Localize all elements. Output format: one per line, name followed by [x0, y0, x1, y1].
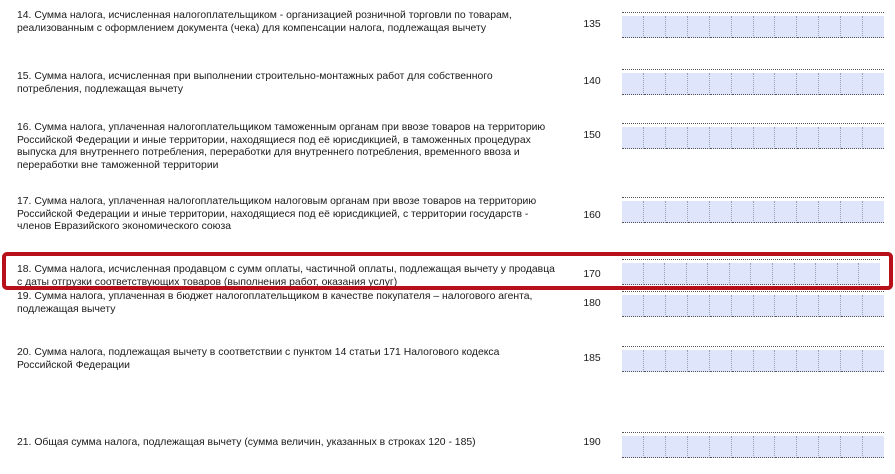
- digit-cell[interactable]: [732, 16, 754, 38]
- digit-cell[interactable]: [775, 73, 797, 95]
- digit-cell[interactable]: [819, 201, 841, 223]
- digit-cell[interactable]: [797, 73, 819, 95]
- digit-cell[interactable]: [797, 295, 819, 317]
- digit-cell[interactable]: [754, 201, 776, 223]
- digit-cell[interactable]: [622, 73, 644, 95]
- row-code: 150: [583, 130, 601, 141]
- row-code: 180: [583, 298, 601, 309]
- row-code: 185: [583, 353, 601, 364]
- digit-cell[interactable]: [732, 201, 754, 223]
- digit-cell[interactable]: [644, 127, 666, 149]
- digit-cell[interactable]: [644, 436, 666, 458]
- digit-cell[interactable]: [644, 295, 666, 317]
- digit-cell[interactable]: [622, 436, 644, 458]
- digit-cell[interactable]: [819, 436, 841, 458]
- highlight-frame: [2, 252, 893, 290]
- digit-cell[interactable]: [666, 73, 688, 95]
- row-code: 170: [583, 269, 601, 280]
- digit-cell[interactable]: [732, 73, 754, 95]
- digit-cell[interactable]: [775, 436, 797, 458]
- digit-cell[interactable]: [622, 201, 644, 223]
- digit-cell[interactable]: [841, 16, 863, 38]
- amount-field-140[interactable]: [622, 69, 884, 99]
- digit-cell[interactable]: [710, 201, 732, 223]
- digit-cell[interactable]: [841, 201, 863, 223]
- digit-cell[interactable]: [666, 295, 688, 317]
- row-label: 18. Сумма налога, исчисленная продавцом с сумм оплаты, частичной оплаты, подлежащая вычету у продавца с даты отгрузки соответствующих товаров (выполнения работ, оказания услуг): [17, 264, 555, 288]
- row-label: 21. Общая сумма налога, подлежащая вычету (сумма величин, указанных в строках 120 - 185): [17, 437, 476, 448]
- digit-cell[interactable]: [732, 295, 754, 317]
- amount-field-160[interactable]: [622, 197, 884, 227]
- digit-cell[interactable]: [797, 127, 819, 149]
- digit-cell[interactable]: [775, 201, 797, 223]
- digit-cell[interactable]: [754, 127, 776, 149]
- digit-cell[interactable]: [863, 16, 884, 38]
- digit-cell[interactable]: [688, 201, 710, 223]
- digit-cell[interactable]: [819, 127, 841, 149]
- amount-field-135[interactable]: [622, 12, 884, 42]
- digit-cell[interactable]: [710, 436, 732, 458]
- digit-cell[interactable]: [797, 436, 819, 458]
- digit-cell[interactable]: [688, 16, 710, 38]
- digit-cell[interactable]: [797, 201, 819, 223]
- row-code: 190: [583, 437, 601, 448]
- digit-cell[interactable]: [863, 350, 884, 372]
- digit-cell[interactable]: [666, 16, 688, 38]
- digit-cell[interactable]: [863, 73, 884, 95]
- digit-cell[interactable]: [688, 436, 710, 458]
- digit-cell[interactable]: [732, 436, 754, 458]
- digit-cell[interactable]: [644, 73, 666, 95]
- digit-cell[interactable]: [622, 350, 644, 372]
- digit-cell[interactable]: [644, 16, 666, 38]
- digit-cell[interactable]: [863, 436, 884, 458]
- row-label: 15. Сумма налога, исчисленная при выполнении строительно-монтажных работ для собственного потребления, подлежащая вычету: [17, 71, 493, 95]
- digit-cell[interactable]: [710, 295, 732, 317]
- amount-field-185[interactable]: [622, 346, 884, 376]
- digit-cell[interactable]: [797, 16, 819, 38]
- digit-cell[interactable]: [688, 127, 710, 149]
- row-label: 14. Сумма налога, исчисленная налогоплательщиком - организацией розничной торговли по товарам, реализованным с оформлением документа (чека) для компенсации налога, подлежащая вычету: [17, 10, 512, 34]
- digit-cell[interactable]: [754, 73, 776, 95]
- digit-cell[interactable]: [644, 350, 666, 372]
- digit-cell[interactable]: [710, 127, 732, 149]
- digit-cell[interactable]: [622, 295, 644, 317]
- digit-cell[interactable]: [819, 295, 841, 317]
- digit-cell[interactable]: [775, 127, 797, 149]
- digit-cell[interactable]: [754, 16, 776, 38]
- digit-cell[interactable]: [622, 16, 644, 38]
- row-label: 19. Сумма налога, уплаченная в бюджет налогоплательщиком в качестве покупателя – налогового агента, подлежащая вычету: [17, 291, 533, 315]
- digit-cell[interactable]: [863, 295, 884, 317]
- digit-cell[interactable]: [797, 350, 819, 372]
- row-code: 160: [583, 210, 601, 221]
- digit-cell[interactable]: [666, 436, 688, 458]
- digit-cell[interactable]: [732, 350, 754, 372]
- digit-cell[interactable]: [688, 295, 710, 317]
- row-code: 140: [583, 76, 601, 87]
- digit-cell[interactable]: [863, 201, 884, 223]
- digit-cell[interactable]: [819, 350, 841, 372]
- digit-cell[interactable]: [644, 201, 666, 223]
- digit-cell[interactable]: [841, 127, 863, 149]
- digit-cell[interactable]: [666, 201, 688, 223]
- digit-cell[interactable]: [710, 350, 732, 372]
- digit-cell[interactable]: [710, 73, 732, 95]
- amount-field-180[interactable]: [622, 291, 884, 321]
- digit-cell[interactable]: [688, 73, 710, 95]
- digit-cell[interactable]: [666, 127, 688, 149]
- digit-cell[interactable]: [775, 16, 797, 38]
- amount-field-190[interactable]: [622, 432, 884, 462]
- digit-cell[interactable]: [754, 295, 776, 317]
- digit-cell[interactable]: [841, 436, 863, 458]
- digit-cell[interactable]: [732, 127, 754, 149]
- row-code: 135: [583, 19, 601, 30]
- digit-cell[interactable]: [688, 350, 710, 372]
- row-label: 16. Сумма налога, уплаченная налогоплательщиком таможенным органам при ввозе товаров на территорию Российской Федерации и иные территории, находящиеся под её юрисдикцией, в таможенных процедурах выпуска для внутреннего потребления, переработки для внутреннего потребления, временного ввоза и переработки вне таможенной территории: [17, 122, 546, 171]
- digit-cell[interactable]: [863, 127, 884, 149]
- digit-cell[interactable]: [754, 350, 776, 372]
- digit-cell[interactable]: [775, 295, 797, 317]
- amount-field-150[interactable]: [622, 123, 884, 153]
- digit-cell[interactable]: [841, 295, 863, 317]
- row-label: 20. Сумма налога, подлежащая вычету в соответствии с пунктом 14 статьи 171 Налогового кодекса Российской Федерации: [17, 347, 500, 371]
- digit-cell[interactable]: [710, 16, 732, 38]
- digit-cell[interactable]: [819, 16, 841, 38]
- digit-cell[interactable]: [841, 350, 863, 372]
- digit-cell[interactable]: [622, 127, 644, 149]
- row-label: 17. Сумма налога, уплаченная налогоплательщиком налоговым органам при ввозе товаров на территорию Российской Федерации и иные территории, находящиеся под её юрисдикцией, с территории государств - членов Евразийского экономического союза: [17, 196, 537, 233]
- digit-cell[interactable]: [775, 350, 797, 372]
- digit-cell[interactable]: [666, 350, 688, 372]
- digit-cell[interactable]: [841, 73, 863, 95]
- digit-cell[interactable]: [754, 436, 776, 458]
- digit-cell[interactable]: [819, 73, 841, 95]
